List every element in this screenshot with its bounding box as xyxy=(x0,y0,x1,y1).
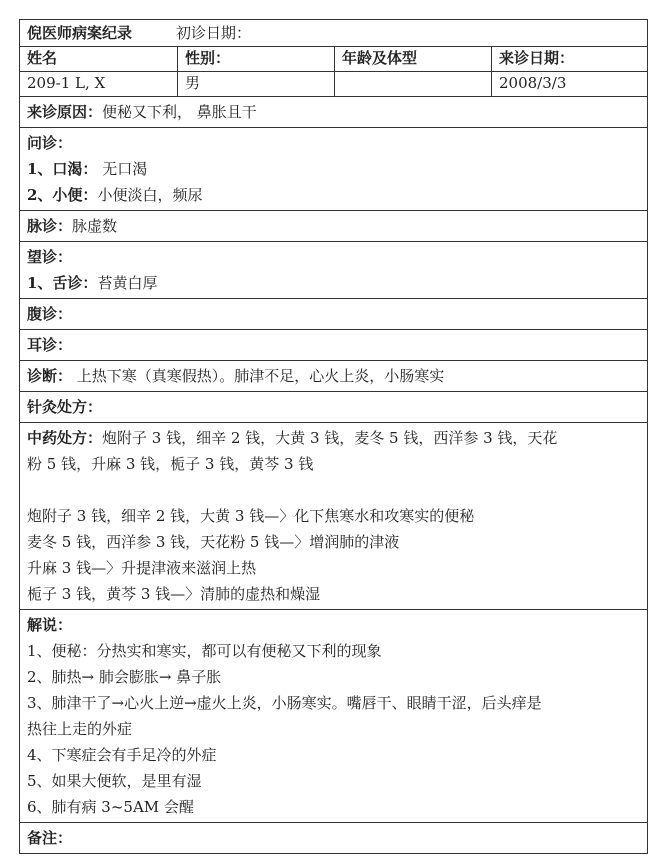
inquiry-item-text: 小便淡白，频尿 xyxy=(97,186,203,204)
remarks-row xyxy=(20,822,647,853)
age-type-header: 年龄及体型 xyxy=(334,47,491,71)
herbal-label: 中药处方： xyxy=(27,429,103,447)
explanation-item: 4、下寒症会有手足冷的外症 xyxy=(27,746,217,764)
explanation-item: 1、便秘：分热实和寒实，都可以有便秘又下利的现象 xyxy=(27,642,382,660)
inquiry-item xyxy=(27,182,640,208)
pulse-row xyxy=(20,210,647,241)
pulse-text: 脉虚数 xyxy=(72,217,118,235)
herbal-note: 栀子 3 钱，黄芩 3 钱—〉清肺的虚热和燥湿 xyxy=(27,585,321,603)
reason-row xyxy=(20,96,647,127)
herbal-note: 升麻 3 钱—〉升提津液来滋润上热 xyxy=(27,559,257,577)
reason-text: 便秘又下利， 鼻胀且干 xyxy=(102,103,257,121)
tongue-text: 苔黄白厚 xyxy=(97,274,158,292)
diagnosis-row xyxy=(20,360,647,391)
remarks-label: 备注： xyxy=(27,829,73,847)
name-header: 姓名 xyxy=(27,49,58,67)
header-row xyxy=(20,20,647,46)
explanation-item: 3、肺津干了→心火上逆→虚火上炎，小肠寒实。嘴唇干、眼睛干涩，后头痒是 xyxy=(27,694,542,712)
pulse-label: 脉诊： xyxy=(27,217,73,235)
tongue-label: 1、舌诊： xyxy=(27,274,98,292)
herbal-note: 麦冬 5 钱，西洋参 3 钱，天花粉 5 钱—〉增润肺的津液 xyxy=(27,533,400,551)
inquiry-item xyxy=(27,156,640,182)
patient-header-row xyxy=(20,46,647,71)
abdomen-row xyxy=(20,298,647,329)
spacer xyxy=(27,477,640,503)
case-record-table xyxy=(19,19,648,854)
page-title: 倪医师病案纪录 xyxy=(27,24,133,42)
patient-gender: 男 xyxy=(177,72,334,96)
inspection-section xyxy=(20,241,647,298)
abdomen-label: 腹诊： xyxy=(27,305,73,323)
ear-row xyxy=(20,329,647,360)
patient-visit-date: 2008/3/3 xyxy=(491,72,647,96)
patient-age-type xyxy=(334,72,491,96)
reason-label: 来诊原因： xyxy=(27,103,103,121)
inquiry-item-text: 无口渴 xyxy=(97,160,148,178)
inquiry-section xyxy=(20,127,647,210)
gender-header: 性别： xyxy=(177,47,334,71)
explanation-item: 2、肺热→ 肺会膨胀→ 鼻子胀 xyxy=(27,668,222,686)
herbal-section xyxy=(20,422,647,609)
inquiry-item-label: 1、口渴： xyxy=(27,160,98,178)
acupuncture-label: 针灸处方： xyxy=(27,398,103,416)
diagnosis-label: 诊断： xyxy=(27,367,73,385)
explanation-item: 热往上走的外症 xyxy=(27,720,133,738)
herbal-text-continued: 粉 5 钱，升麻 3 钱，栀子 3 钱，黄芩 3 钱 xyxy=(27,455,314,473)
patient-id: 209-1 L, X xyxy=(27,74,106,92)
ear-label: 耳诊： xyxy=(27,336,73,354)
herbal-text: 炮附子 3 钱，细辛 2 钱，大黄 3 钱，麦冬 5 钱，西洋参 3 钱，天花 xyxy=(102,429,558,447)
first-visit-date-label: 初诊日期： xyxy=(176,24,252,42)
diagnosis-text: 上热下寒（真寒假热）。肺津不足，心火上炎，小肠寒实 xyxy=(72,367,445,385)
explanation-section xyxy=(20,609,647,822)
acupuncture-row xyxy=(20,391,647,422)
inquiry-item-label: 2、小便： xyxy=(27,186,98,204)
herbal-note: 炮附子 3 钱，细辛 2 钱，大黄 3 钱—〉化下焦寒水和攻寒实的便秘 xyxy=(27,507,475,525)
inspection-label: 望诊： xyxy=(27,248,73,266)
visit-date-header: 来诊日期： xyxy=(491,47,647,71)
explanation-item: 6、肺有病 3~5AM 会醒 xyxy=(27,798,194,816)
explanation-label: 解说： xyxy=(27,616,73,634)
inquiry-label: 问诊： xyxy=(27,134,73,152)
patient-values-row xyxy=(20,71,647,96)
explanation-item: 5、如果大便软，是里有湿 xyxy=(27,772,202,790)
